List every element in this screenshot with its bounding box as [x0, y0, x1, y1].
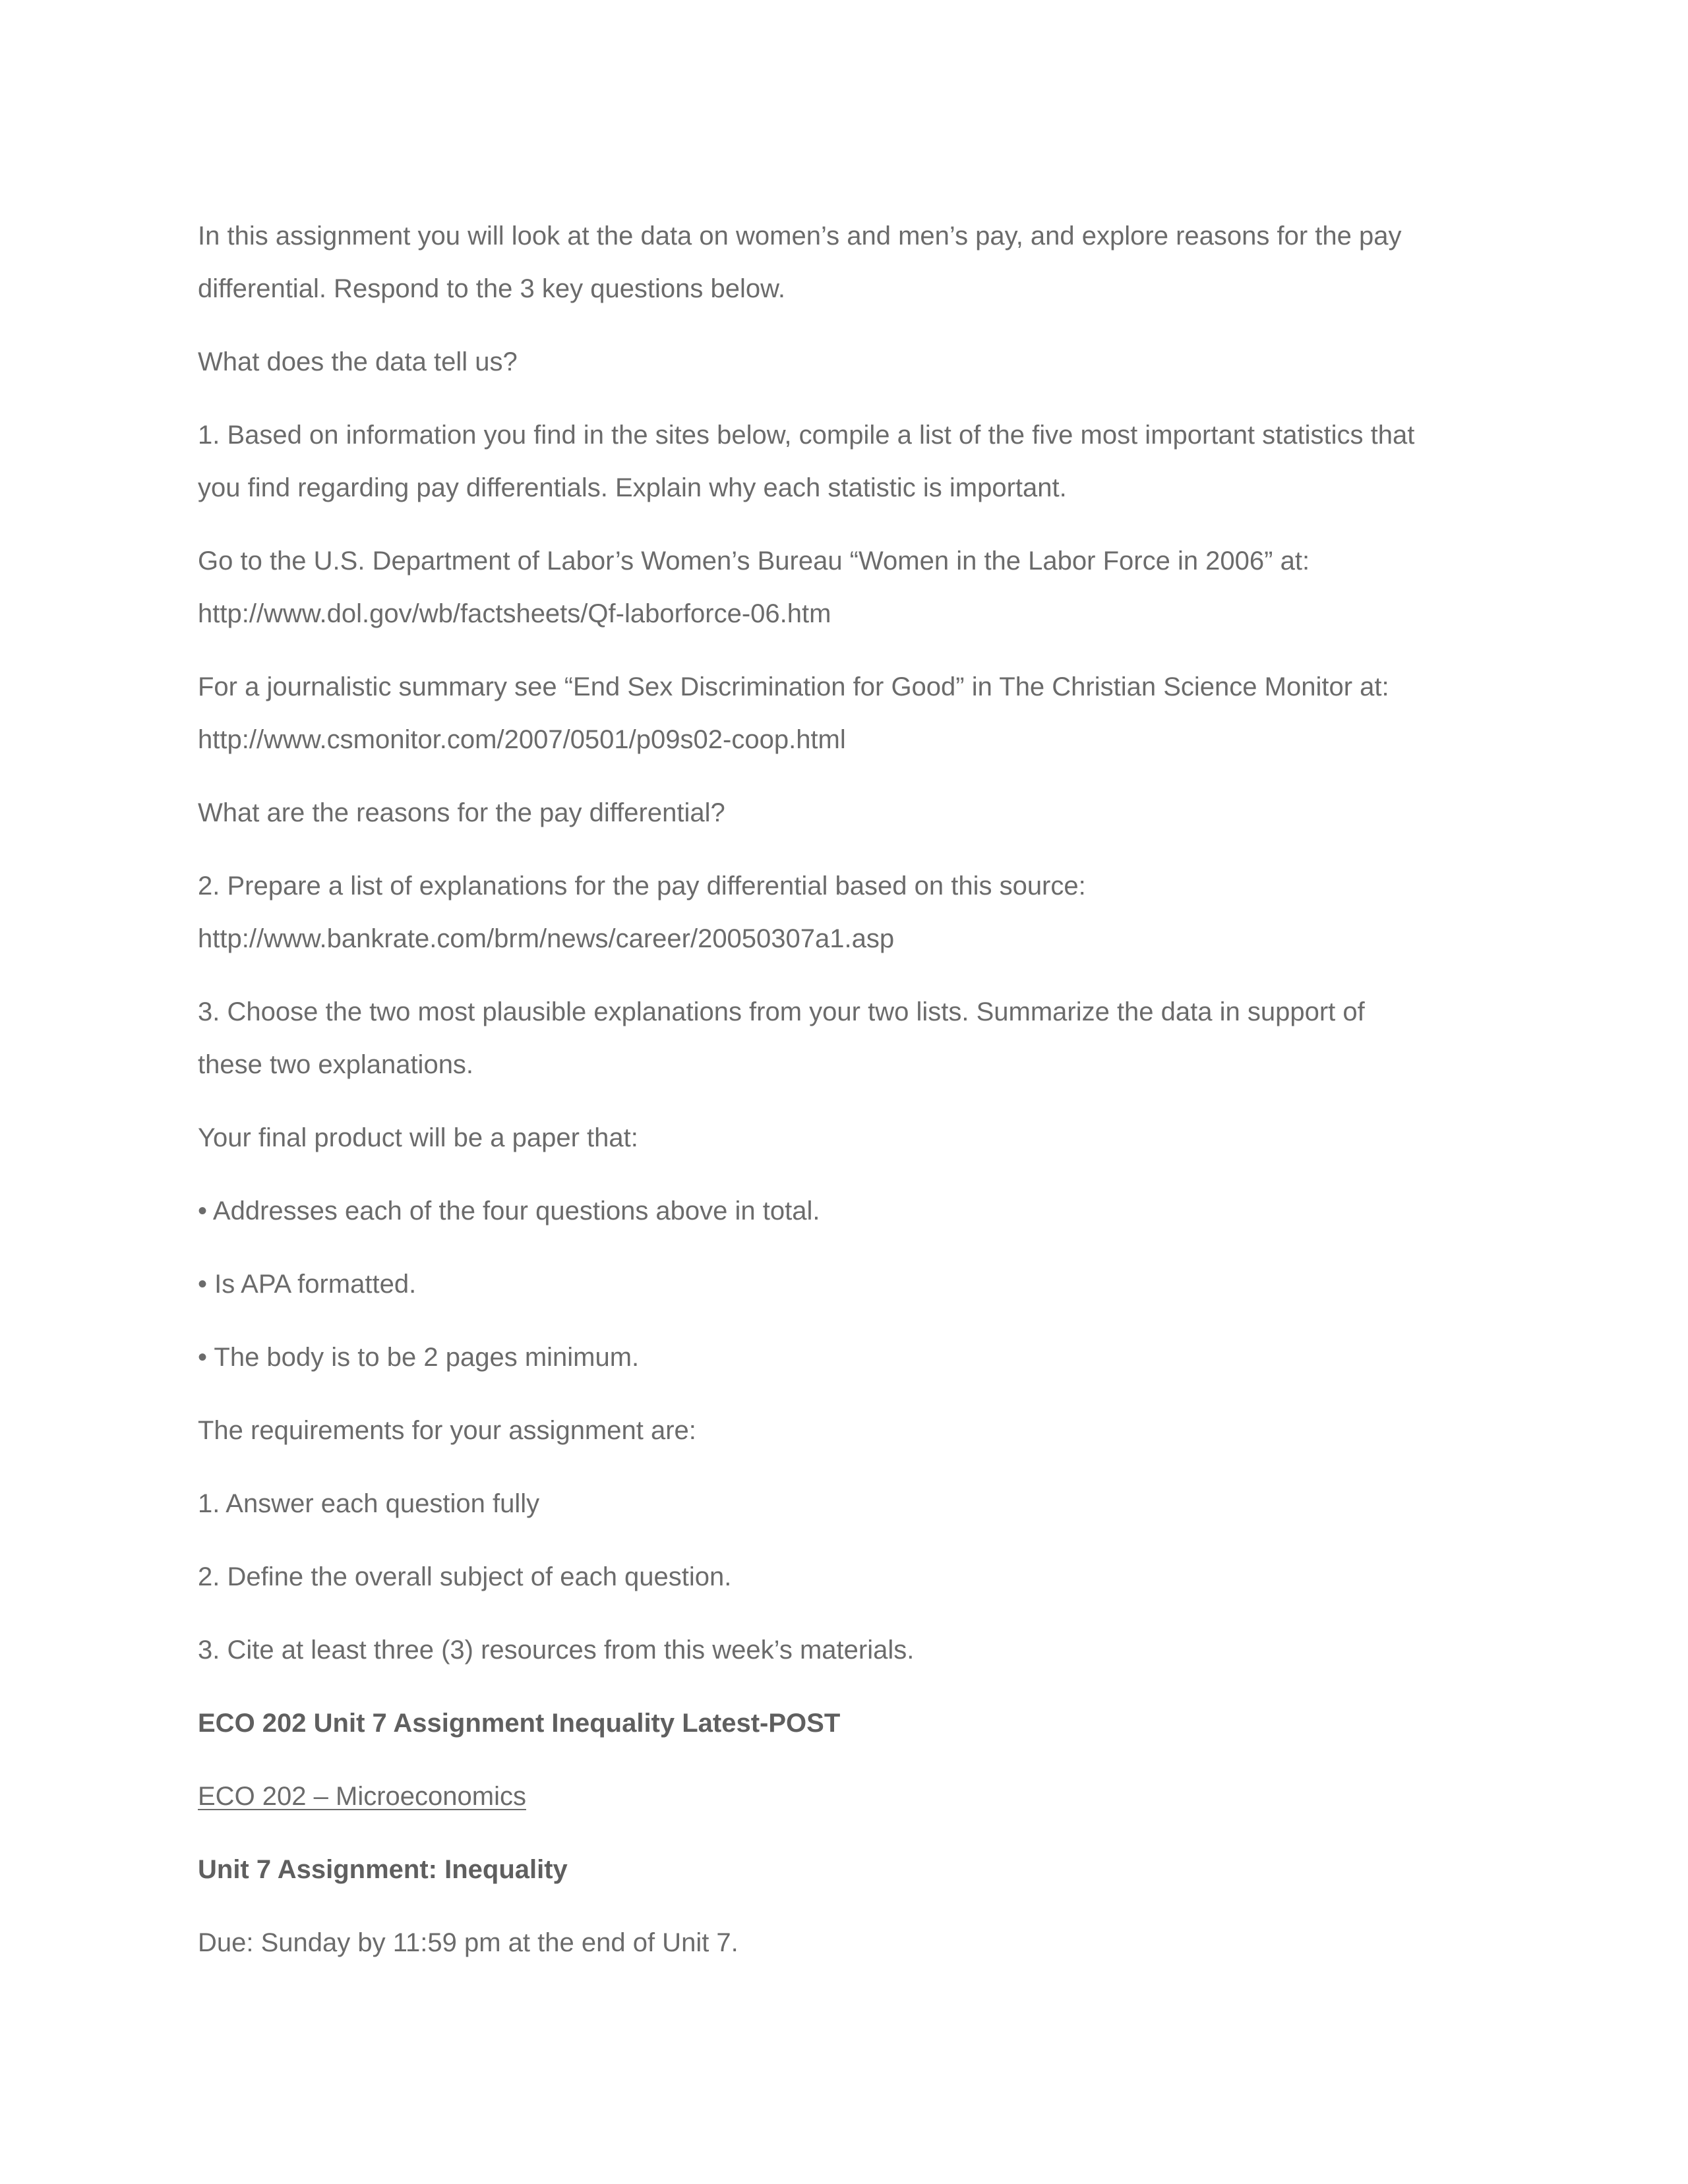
- question-3-line-2: these two explanations.: [198, 1050, 474, 1079]
- requirements-intro-text: The requirements for your assignment are:: [198, 1416, 696, 1445]
- assignment-title: [198, 1843, 1490, 1896]
- final-product-bullet: [198, 1258, 1490, 1311]
- csm-source-paragraph: [198, 661, 1490, 766]
- csm-source-url: http://www.csmonitor.com/2007/0501/p09s02-coop.html: [198, 725, 846, 754]
- heading-data-text: What does the data tell us?: [198, 347, 518, 376]
- final-product-bullet: [198, 1185, 1490, 1237]
- intro-line-1: In this assignment you will look at the data on women’s and men’s pay, and explore reasons for the pay: [198, 221, 1402, 251]
- final-product-intro-text: Your final product will be a paper that:: [198, 1123, 638, 1152]
- question-1-paragraph: [198, 409, 1490, 514]
- requirements-intro: [198, 1404, 1490, 1457]
- post-title: [198, 1697, 1490, 1750]
- post-title-text: ECO 202 Unit 7 Assignment Inequality Latest-POST: [198, 1709, 841, 1738]
- course-link[interactable]: ECO 202 – Microeconomics: [198, 1782, 526, 1811]
- final-product-bullet: [198, 1331, 1490, 1384]
- requirement-item: [198, 1550, 1490, 1603]
- question-3-line-1: 3. Choose the two most plausible explanations from your two lists. Summarize the data in support of: [198, 997, 1365, 1026]
- course-link-paragraph: [198, 1770, 1490, 1823]
- document-body: [198, 210, 1490, 1990]
- requirement-item: [198, 1624, 1490, 1676]
- final-product-bullet-text: • Is APA formatted.: [198, 1270, 417, 1299]
- question-3-paragraph: [198, 986, 1490, 1091]
- requirement-item-text: 1. Answer each question fully: [198, 1489, 540, 1518]
- requirement-item: [198, 1477, 1490, 1530]
- question-2-url: http://www.bankrate.com/brm/news/career/20050307a1.asp: [198, 924, 895, 953]
- heading-reasons-text: What are the reasons for the pay differential?: [198, 798, 725, 827]
- dol-source-url: http://www.dol.gov/wb/factsheets/Qf-laborforce-06.htm: [198, 599, 831, 628]
- requirement-item-text: 3. Cite at least three (3) resources from this week’s materials.: [198, 1636, 915, 1665]
- question-2-paragraph: [198, 860, 1490, 965]
- intro-paragraph: [198, 210, 1490, 315]
- intro-line-2: differential. Respond to the 3 key questions below.: [198, 274, 785, 303]
- question-2-line-1: 2. Prepare a list of explanations for the pay differential based on this source:: [198, 871, 1086, 900]
- final-product-intro: [198, 1111, 1490, 1164]
- dol-source-text: Go to the U.S. Department of Labor’s Women’s Bureau “Women in the Labor Force in 2006” at:: [198, 546, 1310, 576]
- assignment-title-text: Unit 7 Assignment: Inequality: [198, 1855, 568, 1884]
- due-date-text: Due: Sunday by 11:59 pm at the end of Unit 7.: [198, 1928, 738, 1957]
- question-1-line-2: you find regarding pay differentials. Explain why each statistic is important.: [198, 473, 1067, 502]
- due-date: [198, 1916, 1490, 1969]
- final-product-bullet-text: • The body is to be 2 pages minimum.: [198, 1343, 640, 1372]
- heading-reasons-question: [198, 786, 1490, 839]
- heading-data-question: [198, 336, 1490, 388]
- question-1-line-1: 1. Based on information you find in the sites below, compile a list of the five most important statistics that: [198, 421, 1415, 450]
- final-product-bullet-text: • Addresses each of the four questions above in total.: [198, 1196, 820, 1225]
- requirement-item-text: 2. Define the overall subject of each question.: [198, 1562, 732, 1591]
- csm-source-text: For a journalistic summary see “End Sex Discrimination for Good” in The Christian Science Monitor at:: [198, 672, 1389, 701]
- dol-source-paragraph: [198, 535, 1490, 640]
